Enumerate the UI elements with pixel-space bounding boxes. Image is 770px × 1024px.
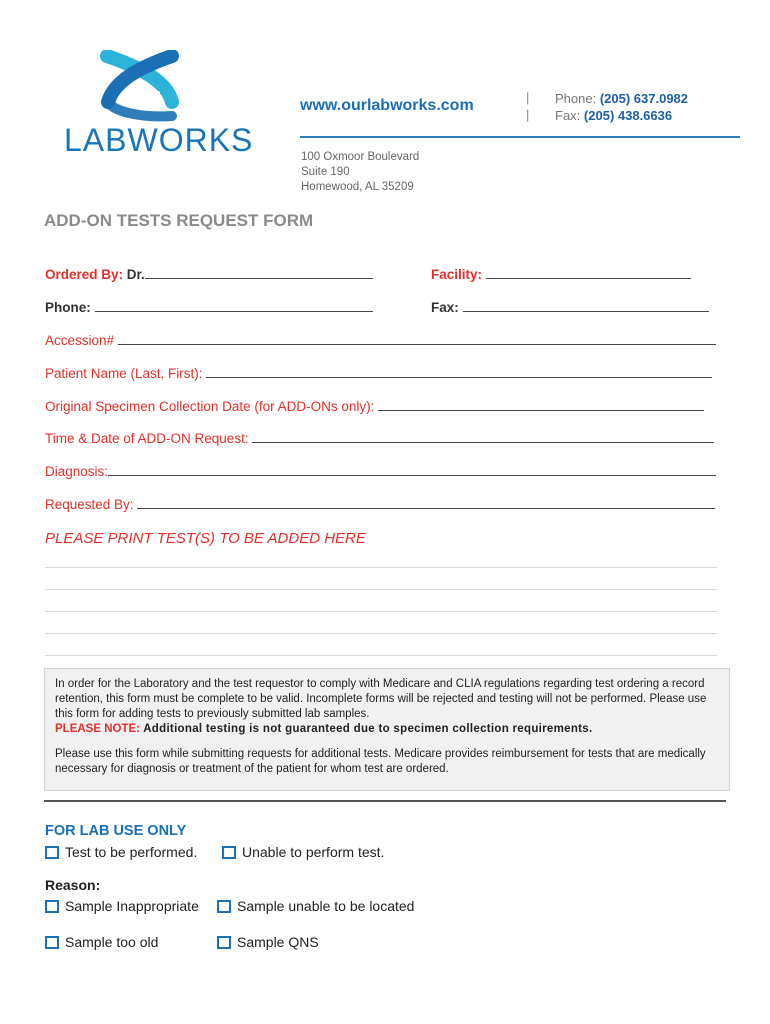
- separator: |: [526, 107, 530, 122]
- accession-field: [45, 332, 716, 348]
- patient-name-label: Patient Name (Last, First):: [45, 366, 203, 381]
- collection-date-input[interactable]: [378, 398, 704, 411]
- option-label: Test to be performed.: [65, 844, 198, 860]
- compliance-notice: [44, 668, 730, 791]
- checkbox-icon[interactable]: [45, 846, 59, 859]
- fax-field: [431, 299, 709, 315]
- option-label: Sample QNS: [237, 934, 319, 950]
- ordered-by-field: [45, 266, 373, 282]
- logo-text-lab: LAB: [64, 122, 128, 158]
- test-entry-line[interactable]: [45, 633, 717, 634]
- accession-input[interactable]: [118, 332, 716, 345]
- phone-value: (205) 637.0982: [599, 91, 689, 106]
- address-line: 100 Oxmoor Boulevard: [301, 151, 420, 163]
- facility-field: [431, 266, 691, 282]
- diagnosis-field: [45, 463, 716, 479]
- notice-paragraph: Please use this form while submitting requests for additional tests. Medicare provides reimbursement for tests that are medically necessary for diagnosis or treatment of the patient for whom test are ordered.: [55, 748, 706, 775]
- note-label: PLEASE NOTE:: [55, 723, 140, 735]
- test-entry-line[interactable]: [45, 611, 717, 612]
- logo-wordmark: [64, 122, 253, 159]
- phone-field: [45, 299, 373, 315]
- diagnosis-label: Diagnosis:: [45, 464, 109, 479]
- section-divider: [44, 800, 726, 802]
- diagnosis-input[interactable]: [108, 463, 716, 476]
- sample-unable-located-option[interactable]: [217, 898, 414, 914]
- phone-label: Phone:: [555, 91, 597, 106]
- phone-input[interactable]: [95, 299, 373, 312]
- facility-label: Facility:: [431, 267, 483, 282]
- requested-by-label: Requested By:: [45, 497, 134, 512]
- request-time-label: Time & Date of ADD-ON Request:: [45, 431, 249, 446]
- accession-label: Accession#: [45, 333, 115, 348]
- address-line: Homewood, AL 35209: [301, 181, 414, 193]
- facility-input[interactable]: [486, 266, 691, 279]
- requested-by-input[interactable]: [137, 496, 715, 509]
- option-label: Sample Inappropriate: [65, 898, 199, 914]
- request-time-field: [45, 430, 714, 446]
- checkbox-icon[interactable]: [45, 900, 59, 913]
- reason-label: Reason:: [45, 877, 101, 893]
- fax-value: (205) 438.6636: [583, 108, 673, 123]
- ordered-by-prefix: Dr.: [126, 267, 145, 282]
- test-entry-line[interactable]: [45, 589, 717, 590]
- form-title: ADD-ON TESTS REQUEST FORM: [44, 211, 314, 230]
- print-tests-heading: PLEASE PRINT TEST(S) TO BE ADDED HERE: [45, 530, 366, 547]
- ordered-by-label: Ordered By:: [45, 267, 124, 282]
- lab-use-heading: FOR LAB USE ONLY: [45, 823, 187, 839]
- test-entry-line[interactable]: [45, 567, 717, 568]
- logo-text-works: WORKS: [127, 122, 254, 158]
- header-phone: [555, 91, 688, 106]
- request-time-input[interactable]: [252, 430, 714, 443]
- collection-date-label: Original Specimen Collection Date (for ADD-ONs only):: [45, 399, 375, 414]
- option-label: Sample unable to be located: [237, 898, 415, 914]
- checkbox-icon[interactable]: [45, 936, 59, 949]
- requested-by-field: [45, 496, 715, 512]
- fax-label: Fax:: [431, 300, 459, 315]
- fax-label: Fax:: [555, 108, 581, 123]
- sample-qns-option[interactable]: [217, 934, 319, 950]
- test-to-be-performed-option[interactable]: [45, 844, 197, 860]
- header-fax: [555, 108, 672, 123]
- website-link[interactable]: www.ourlabworks.com: [300, 97, 474, 114]
- unable-to-perform-option[interactable]: [222, 844, 384, 860]
- collection-date-field: [45, 398, 704, 414]
- ordered-by-input[interactable]: [145, 266, 373, 279]
- option-label: Sample too old: [65, 934, 159, 950]
- test-entry-line[interactable]: [45, 655, 717, 656]
- sample-inappropriate-option[interactable]: [45, 898, 199, 914]
- option-label: Unable to perform test.: [242, 844, 385, 860]
- separator: |: [526, 90, 530, 105]
- checkbox-icon[interactable]: [217, 900, 231, 913]
- address-line: Suite 190: [301, 166, 350, 178]
- patient-name-field: [45, 365, 712, 381]
- header-divider: [300, 136, 740, 138]
- notice-paragraph: In order for the Laboratory and the test requestor to comply with Medicare and CLIA regulations regarding test ordering a record retention, this form must be complete to be valid. Incomplete forms will be rejected and testing will not be performed. Please use this form for adding tests to previously submitted lab samples.: [55, 678, 707, 720]
- address-block: [301, 150, 419, 195]
- checkbox-icon[interactable]: [217, 936, 231, 949]
- phone-label: Phone:: [45, 300, 91, 315]
- sample-too-old-option[interactable]: [45, 934, 158, 950]
- patient-name-input[interactable]: [206, 365, 712, 378]
- checkbox-icon[interactable]: [222, 846, 236, 859]
- fax-input[interactable]: [463, 299, 709, 312]
- note-text: Additional testing is not guaranteed due to specimen collection requirements.: [143, 723, 593, 735]
